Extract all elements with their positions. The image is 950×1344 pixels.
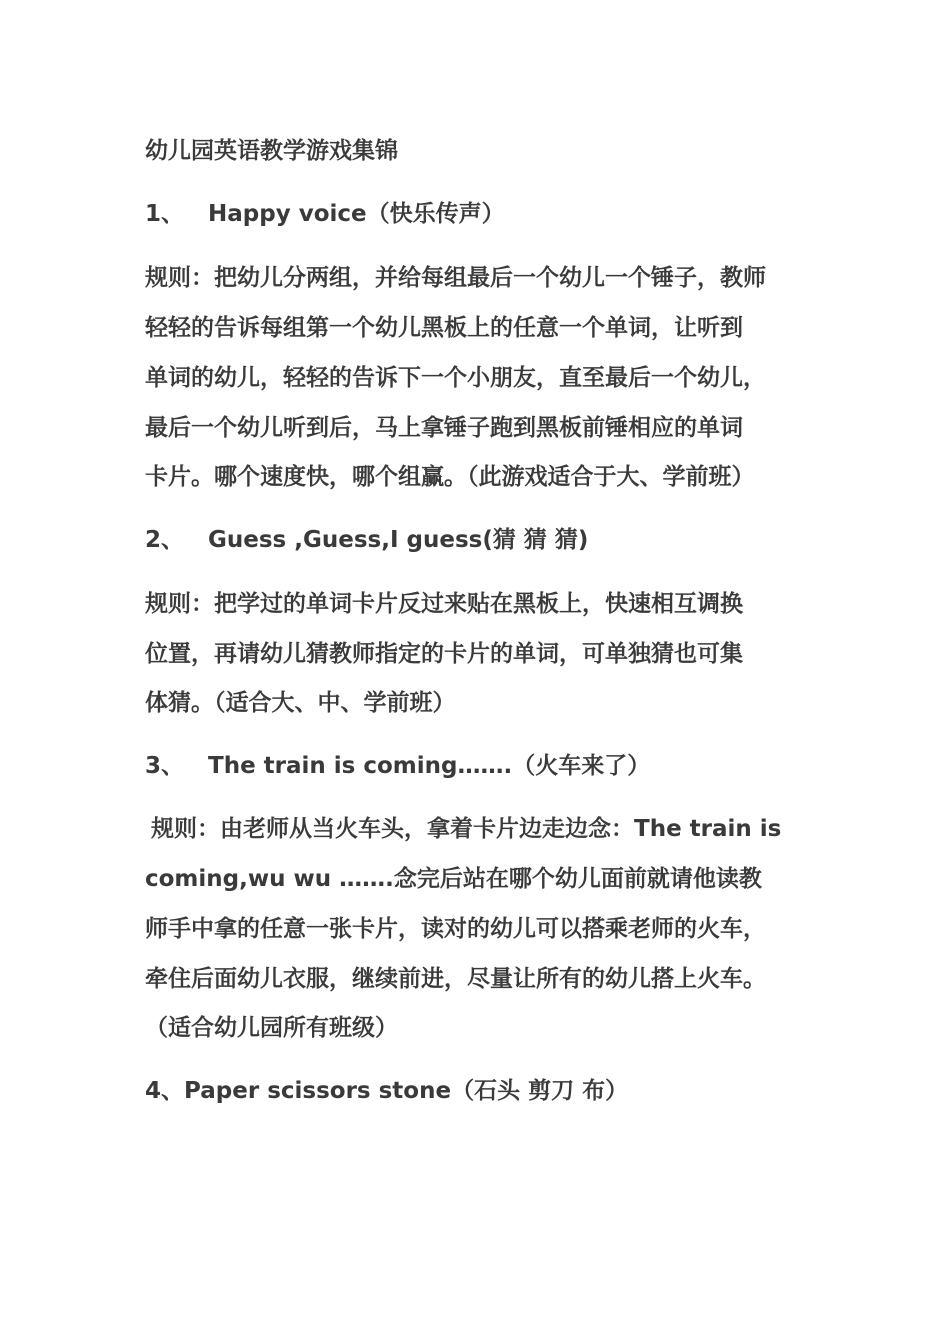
section-number: 1、 [145, 201, 185, 227]
rule-line: 师手中拿的任意一张卡片，读对的幼儿可以搭乘老师的火车， [145, 916, 766, 942]
rule-line: 体猜。（适合大、中、学前班） [145, 690, 456, 716]
rule-line: coming,wu wu …….念完后站在哪个幼儿面前就请他读教 [145, 866, 762, 892]
rule-line: 规则：把幼儿分两组，并给每组最后一个幼儿一个锤子，教师 [145, 265, 766, 291]
section-heading-1 [145, 199, 505, 229]
section-heading-3 [145, 751, 650, 781]
section-number: 2、 [145, 527, 185, 553]
rule-line: 规则：由老师从当火车头，拿着卡片边走边念：The train is [151, 816, 782, 842]
rule-line: 牵住后面幼儿衣服，继续前进，尽量让所有的幼儿搭上火车。 [145, 966, 766, 992]
section-title: Happy voice（快乐传声） [208, 201, 505, 227]
rule-line: 卡片。哪个速度快，哪个组赢。（此游戏适合于大、学前班） [145, 464, 755, 490]
section-heading-2 [145, 525, 588, 555]
rule-line: 最后一个幼儿听到后，马上拿锤子跑到黑板前锤相应的单词 [145, 415, 743, 441]
section-title: The train is coming…….（火车来了） [208, 753, 651, 779]
section-number: 4、 [145, 1078, 185, 1104]
rule-line: 轻轻的告诉每组第一个幼儿黑板上的任意一个单词，让听到 [145, 315, 743, 341]
section-number: 3、 [145, 753, 185, 779]
section-title: Paper scissors stone（石头 剪刀 布） [184, 1078, 629, 1104]
section-heading-4 [145, 1076, 628, 1106]
document-title: 幼儿园英语教学游戏集锦 [145, 138, 398, 164]
rule-line: 单词的幼儿，轻轻的告诉下一个小朋友，直至最后一个幼儿， [145, 365, 766, 391]
rule-line: （适合幼儿园所有班级） [145, 1015, 398, 1041]
rule-line: 位置，再请幼儿猜教师指定的卡片的单词，可单独猜也可集 [145, 641, 743, 667]
section-title: Guess ,Guess,I guess(猜 猜 猜) [208, 527, 589, 553]
rule-line: 规则：把学过的单词卡片反过来贴在黑板上，快速相互调换 [145, 591, 743, 617]
